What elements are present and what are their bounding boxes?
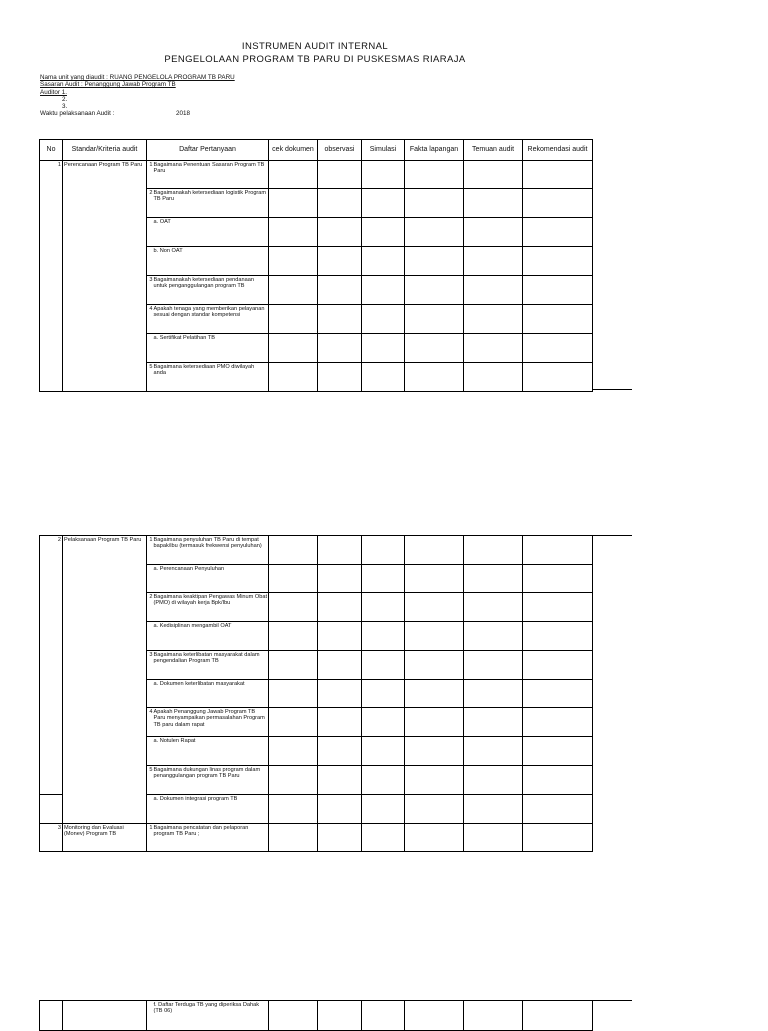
question-text: Apakah Penanggung Jawab Program TB Paru menyampaikan permasalahan Program TB paru dalam rapat bbox=[153, 708, 269, 737]
row-standar: Monitoring dan Evaluasi (Monev) Program TB bbox=[63, 824, 147, 852]
meta-waktu: Waktu pelaksanaan Audit : bbox=[40, 110, 115, 118]
table-3-top-rule bbox=[592, 1000, 632, 1001]
audit-table-2 bbox=[39, 535, 593, 852]
question-number: 3 bbox=[147, 276, 153, 305]
question-text: a. Dokumen keterlibatan masyarakat bbox=[153, 680, 269, 708]
question-number: 4 bbox=[147, 708, 153, 737]
question-number: 5 bbox=[147, 766, 153, 795]
question-text: a. Dokumen integrasi program TB bbox=[153, 795, 269, 824]
header-cek: cek dokumen bbox=[269, 140, 318, 161]
meta-auditor: Auditor 1. bbox=[40, 88, 67, 96]
question-text: Bagaimanakah ketersediaan pendanaan untuk penganggulangan program TB bbox=[153, 276, 269, 305]
question-text: a. Sertifikat Pelatihan TB bbox=[153, 334, 269, 363]
question-text: Bagaimana keterlibatan masyarakat dalam pengendalian Program TB bbox=[153, 651, 269, 680]
row-standar: Perencanaan Program TB Paru bbox=[63, 161, 147, 392]
question-text: Bagaimana pencatatan dan pelaporan program TB Paru ; bbox=[153, 824, 269, 852]
question-text: b. Non OAT bbox=[153, 247, 269, 276]
row-no: 1 bbox=[40, 161, 63, 392]
question-text: f. Daftar Terduga TB yang diperiksa Dahak (TB 06) bbox=[153, 1001, 269, 1031]
question-number: 2 bbox=[147, 593, 153, 622]
row-standar: Pelaksanaan Program TB Paru bbox=[63, 536, 147, 824]
question-text: a. Perencanaan Penyuluhan bbox=[153, 565, 269, 593]
doc-title-line2: PENGELOLAAN PROGRAM TB PARU DI PUSKESMAS RIARAJA bbox=[164, 54, 466, 65]
question-text: Bagaimana penyuluhan TB Paru di tempat bapak/ibu (termasuk frekwensi penyuluhan) bbox=[153, 536, 269, 565]
question-text: Bagaimana dukungan linas program dalam penanggulangan program TB Paru bbox=[153, 766, 269, 795]
meta-auditor-2: 2. bbox=[62, 95, 68, 103]
meta-sasaran: Sasaran Audit : Penanggung Jawab Program TB bbox=[40, 81, 176, 89]
question-number: 2 bbox=[147, 189, 153, 218]
header-fakta: Fakta lapangan bbox=[405, 140, 464, 161]
audit-meta bbox=[40, 74, 340, 118]
question-text: Bagaimana Penentuan Sasaran Program TB Paru bbox=[153, 161, 269, 189]
question-text: a. OAT bbox=[153, 218, 269, 247]
doc-title-line1: INSTRUMEN AUDIT INTERNAL bbox=[241, 41, 389, 52]
table-1-bottom-rule bbox=[592, 389, 632, 390]
table-row bbox=[40, 1001, 593, 1031]
question-text: Apakah tenaga yang memberikan pelayanan sesuai dengan standar kompetensi bbox=[153, 305, 269, 334]
question-number: 4 bbox=[147, 305, 153, 334]
question-number: 1 bbox=[147, 824, 153, 852]
header-observasi: observasi bbox=[318, 140, 362, 161]
header-rekomendasi: Rekomendasi audit bbox=[523, 140, 593, 161]
table-row bbox=[40, 536, 593, 565]
question-text: Bagaimana keaktipan Pengawas Minum Obat (PMO) di wilayah kerja Bpk/Ibu bbox=[153, 593, 269, 622]
row-no: 3 bbox=[40, 824, 63, 852]
question-number: 5 bbox=[147, 363, 153, 392]
audit-table-3 bbox=[39, 1000, 593, 1031]
audit-table-1 bbox=[39, 139, 593, 392]
question-number: 1 bbox=[147, 536, 153, 565]
meta-year: 2018 bbox=[176, 110, 191, 118]
table-header-row bbox=[40, 140, 593, 161]
meta-unit: Nama unit yang diaudit : RUANG PENGELOLA PROGRAM TB PARU bbox=[40, 74, 235, 81]
header-simulasi: Simulasi bbox=[362, 140, 405, 161]
question-number: 1 bbox=[147, 161, 153, 189]
question-text: Bagaimanakah ketersediaan logistik Program TB Paru bbox=[153, 189, 269, 218]
row-no: 2 bbox=[40, 536, 63, 795]
table-2-top-rule bbox=[592, 535, 632, 536]
question-text: a. Kedisiplinan mengambil OAT bbox=[153, 622, 269, 651]
question-text: a. Notulen Rapat bbox=[153, 737, 269, 766]
meta-auditor-3: 3. bbox=[62, 103, 68, 111]
table-row bbox=[40, 824, 593, 852]
table-row bbox=[40, 161, 593, 189]
header-no: No bbox=[40, 140, 63, 161]
question-text: Bagaimana ketersediaan PMO diwilayah anda bbox=[153, 363, 269, 392]
header-temuan: Temuan audit bbox=[464, 140, 523, 161]
header-standar: Standar/Kriteria audit bbox=[63, 140, 147, 161]
question-number: 3 bbox=[147, 651, 153, 680]
header-daftar: Daftar Pertanyaan bbox=[147, 140, 269, 161]
